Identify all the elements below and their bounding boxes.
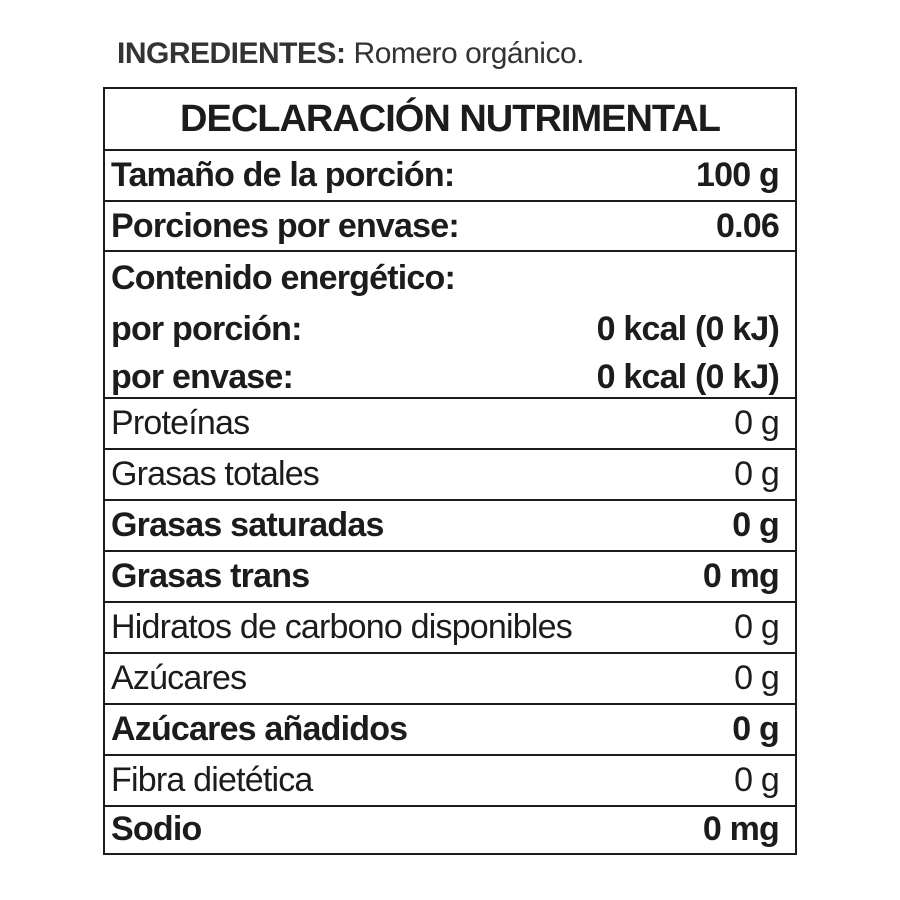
nutrient-row-trans-fat — [105, 552, 795, 603]
serving-size-value: 100 g — [696, 155, 779, 194]
energy-label: Contenido energético: — [111, 258, 455, 297]
nutrient-row-saturated-fat — [105, 501, 795, 552]
nutrient-value: 0 mg — [702, 556, 779, 595]
ingredients-value: Romero orgánico. — [353, 37, 584, 70]
nutrient-label: Grasas saturadas — [111, 505, 384, 544]
table-title: DECLARACIÓN NUTRIMENTAL — [180, 97, 720, 140]
nutrient-row-total-fat — [105, 450, 795, 501]
nutrient-value: 0 g — [732, 709, 779, 748]
serving-size-label: Tamaño de la porción: — [111, 155, 455, 194]
nutrient-label: Proteínas — [111, 403, 250, 442]
nutrient-value: 0 g — [734, 403, 779, 442]
nutrient-value: 0 g — [734, 607, 779, 646]
nutrition-table — [103, 87, 797, 855]
nutrient-row-sugars — [105, 654, 795, 705]
nutrient-value: 0 g — [734, 658, 779, 697]
nutrient-value: 0 mg — [702, 809, 779, 848]
ingredients-line — [117, 34, 584, 74]
nutrient-label: Sodio — [111, 809, 202, 848]
nutrient-row-carbohydrates — [105, 603, 795, 654]
nutrient-label: Azúcares — [111, 658, 247, 697]
nutrient-label: Fibra dietética — [111, 760, 313, 799]
nutrient-row-fiber — [105, 756, 795, 807]
nutrient-label: Azúcares añadidos — [111, 709, 408, 748]
nutrient-value: 0 g — [732, 505, 779, 544]
nutrient-row-proteins — [105, 399, 795, 450]
servings-per-container-label: Porciones por envase: — [111, 206, 459, 245]
serving-size-row — [105, 151, 795, 202]
nutrient-value: 0 g — [734, 454, 779, 493]
nutrient-row-added-sugars — [105, 705, 795, 756]
nutrient-row-sodium — [105, 807, 795, 853]
energy-per-container-label: por envase: — [111, 357, 294, 396]
table-title-row — [105, 89, 795, 151]
nutrient-value: 0 g — [734, 760, 779, 799]
nutrient-label: Hidratos de carbono disponibles — [111, 607, 572, 646]
nutrient-label: Grasas trans — [111, 556, 310, 595]
nutrient-label: Grasas totales — [111, 454, 320, 493]
servings-per-container-row — [105, 202, 795, 252]
energy-per-container-value: 0 kcal (0 kJ) — [596, 357, 779, 396]
servings-per-container-value: 0.06 — [716, 206, 779, 245]
energy-per-serving-label: por porción: — [111, 309, 302, 348]
energy-per-serving-value: 0 kcal (0 kJ) — [596, 309, 779, 348]
ingredients-label: INGREDIENTES: — [117, 37, 346, 70]
energy-row — [105, 252, 795, 399]
